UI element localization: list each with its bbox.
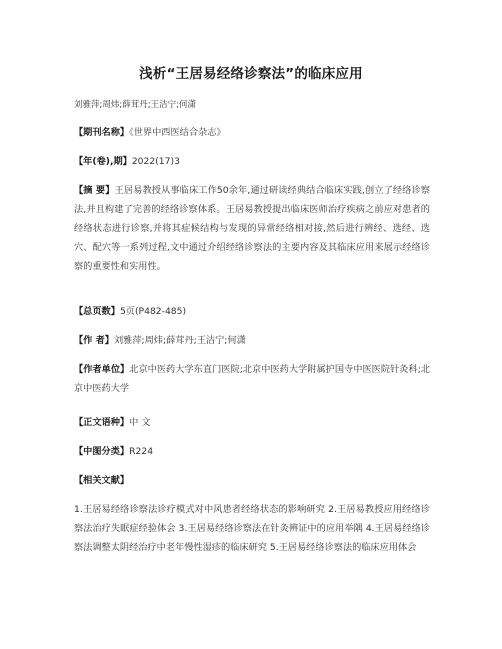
related-label: 【相关文献】 — [74, 475, 130, 486]
abstract-label: 【摘 要】 — [74, 185, 115, 196]
journal-value: 《世界中西医结合杂志》 — [129, 127, 226, 138]
related-articles: 1.王居易经络诊察法诊疗模式对中风患者经络状态的影响研究 2.王居易教授应用经络诊察法治疗失眠症经验体会 3.王居易经络诊察法在针灸辨证中的应用举隅 4.王居易经络诊察法调整太阴经治疗中老年慢性湿疹的临床研究 5.王居易经络诊察法的临床应用体会 — [74, 504, 430, 553]
clc-field — [74, 442, 430, 461]
pages-value: 5页(P482-485) — [119, 306, 187, 317]
journal-label: 【期刊名称】 — [74, 127, 130, 138]
clc-label: 【中图分类】 — [74, 446, 130, 457]
language-field — [74, 413, 430, 432]
author-label: 【作 者】 — [74, 335, 114, 346]
language-label: 【正文语种】 — [74, 417, 130, 428]
clc-value: R224 — [129, 446, 154, 457]
document-title: 浅析“王居易经络诊察法”的临床应用 — [139, 66, 363, 82]
year-label: 【年(卷),期】 — [74, 156, 132, 167]
abstract-field — [74, 181, 430, 276]
pages-label: 【总页数】 — [74, 306, 120, 317]
affiliation-value: 北京中医药大学东直门医院;北京中医药大学附属护国寺中医医院针灸科;北京中医药大学 — [74, 364, 430, 394]
year-field — [74, 152, 430, 171]
language-value: 中 文 — [129, 417, 151, 428]
author-field — [74, 331, 430, 350]
author-value: 刘雅萍;周炜;薛茸丹;王洁宁;何潇 — [113, 335, 246, 346]
year-value: 2022(17)3 — [131, 156, 180, 167]
pages-field — [74, 302, 430, 321]
affiliation-field — [74, 360, 430, 398]
journal-field — [74, 123, 430, 142]
affiliation-label: 【作者单位】 — [74, 364, 130, 375]
abstract-text: 王居易教授从事临床工作50余年,通过研读经典结合临床实践,创立了经络诊察法,并且构建了完善的经络诊察体系。王居易教授提出临床医师治疗疾病之前应对患者的经络状态进行诊察,并将其症候结构与发现的异常经络相对接,然后进行辨经、选经、选穴、配穴等一系列过程,文中通过介绍经络诊察法的主要内容及其临床应用来展示经络诊察的重要性和实用性。 — [74, 185, 430, 272]
author-line: 刘雅萍;周炜;薛茸丹;王洁宁;何潇 — [74, 100, 196, 110]
related-heading — [74, 471, 430, 490]
